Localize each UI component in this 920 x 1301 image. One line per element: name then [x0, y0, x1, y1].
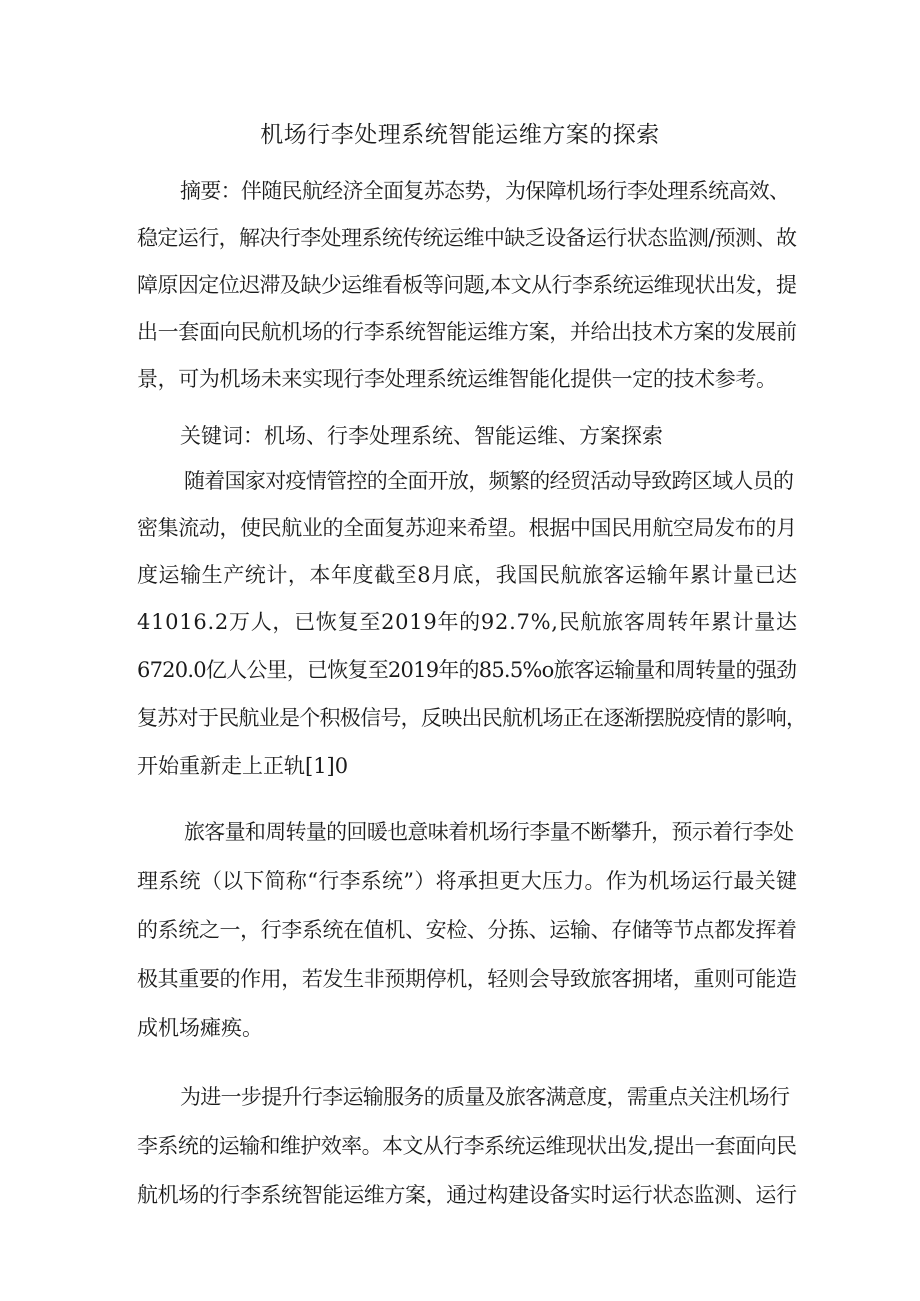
- abstract-line: 摘要：伴随民航经济全面复苏态势，为保障机场行李处理系统高效、: [180, 179, 790, 203]
- paragraph-line: 6720.0亿人公里，已恢复至2019年的85.5%o旅客运输量和周转量的强劲: [137, 658, 797, 682]
- abstract-line: 障原因定位迟滞及缺少运维看板等问题,本文从行李系统运维现状出发，提: [137, 273, 797, 297]
- paragraph-line: 航机场的行李系统智能运维方案，通过构建设备实时运行状态监测、运行: [137, 1183, 797, 1207]
- paragraph-line: 为进一步提升行李运输服务的质量及旅客满意度，需重点关注机场行: [180, 1085, 790, 1109]
- paragraph-line: 李系统的运输和维护效率。本文从行李系统运维现状出发,提出一套面向民: [137, 1134, 797, 1158]
- paragraph-line: 的系统之一，行李系统在值机、安检、分拣、运输、存储等节点都发挥着: [137, 918, 797, 942]
- paragraph-line: 41016.2万人，已恢复至2019年的92.7%,民航旅客周转年累计量达: [137, 610, 798, 634]
- paragraph-line: 理系统（以下简称“行李系统”）将承担更大压力。作为机场运行最关键: [137, 869, 798, 893]
- document-title: 机场行李处理系统智能运维方案的探索: [260, 122, 660, 148]
- abstract-line: 出一套面向民航机场的行李系统智能运维方案，并给出技术方案的发展前: [137, 320, 797, 344]
- paragraph-line: 极其重要的作用，若发生非预期停机，轻则会导致旅客拥堵，重则可能造: [137, 967, 797, 991]
- paragraph-line: 复苏对于民航业是个积极信号，反映出民航机场正在逐渐摆脱疫情的影响，: [137, 706, 807, 730]
- paragraph-line: 密集流动，使民航业的全面复苏迎来希望。根据中国民用航空局发布的月: [137, 516, 797, 540]
- abstract-line: 稳定运行，解决行李处理系统传统运维中缺乏设备运行状态监测/预测、故: [137, 226, 797, 250]
- keywords: 关键词：机场、行李处理系统、智能运维、方案探索: [180, 424, 663, 448]
- paragraph-line: 度运输生产统计，本年度截至8月底，我国民航旅客运输年累计量已达: [137, 563, 798, 587]
- paragraph-line: 随着国家对疫情管控的全面开放，频繁的经贸活动导致跨区域人员的: [184, 469, 794, 493]
- abstract-line: 景，可为机场未来实现行李处理系统运维智能化提供一定的技术参考。: [137, 367, 777, 391]
- paragraph-line: 旅客量和周转量的回暖也意味着机场行李量不断攀升，预示着行李处: [184, 820, 794, 844]
- paragraph-line: 开始重新走上正轨[1]0: [137, 754, 349, 778]
- paragraph-line: 成机场瘫痪。: [137, 1016, 263, 1040]
